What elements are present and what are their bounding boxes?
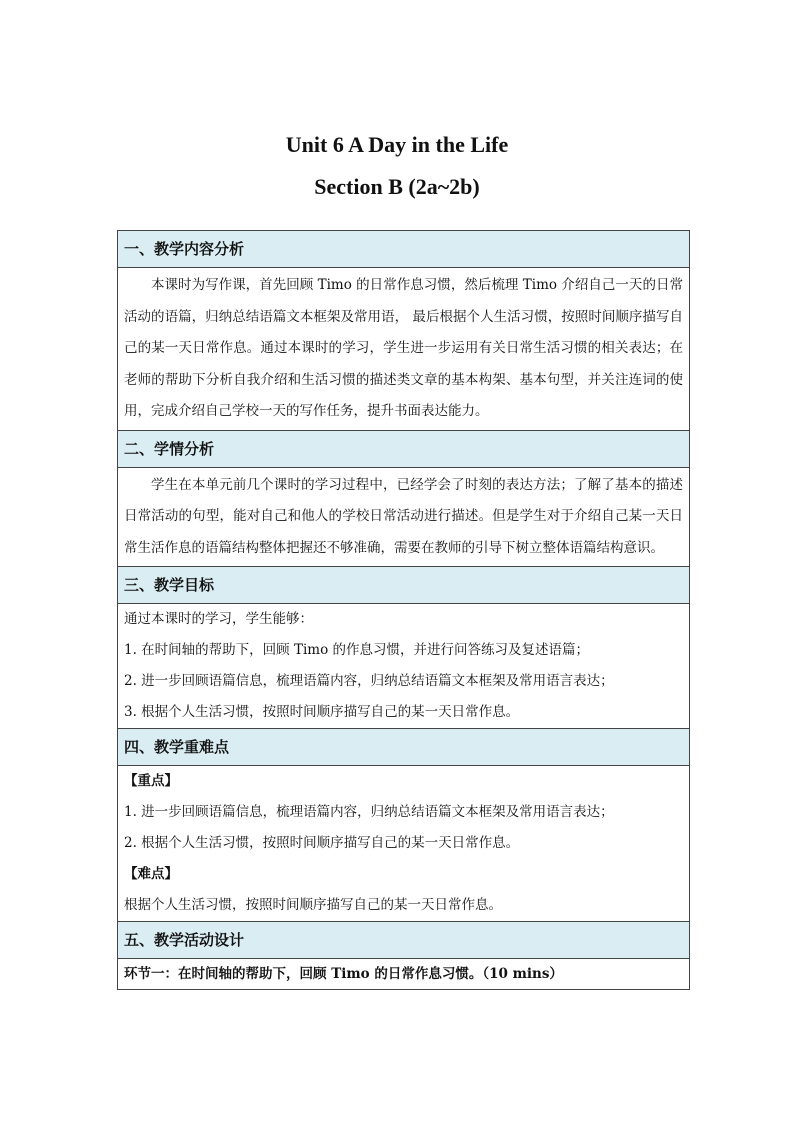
section-2-body-row: [118, 467, 690, 567]
section-2-header-row: [118, 430, 690, 467]
section-3-heading: 三、教学目标: [118, 567, 690, 604]
section-1-header-row: [118, 231, 690, 268]
activity-step-1: 环节一：在时间轴的帮助下，回顾 Timo 的日常作息习惯。（10 mins）: [118, 959, 690, 990]
objective-item-2: 2. 进一步回顾语篇信息，梳理语篇内容，归纳总结语篇文本框架及常用语言表达；: [124, 673, 614, 689]
section-2-paragraph: 学生在本单元前几个课时的学习过程中，已经学会了时刻的表达方法；了解了基本的描述日常活动的句型，能对自己和他人的学校日常活动进行描述。但是学生对于介绍自己某一天日常生活作息的语篇结构整体把握还不够准确，需要在教师的引导下树立整体语篇结构意识。: [124, 476, 683, 556]
section-3-body-row: [118, 604, 690, 729]
document-title: Unit 6 A Day in the Life: [285, 132, 509, 157]
section-3-header-row: [118, 567, 690, 604]
key-point-item-1: 1. 进一步回顾语篇信息，梳理语篇内容，归纳总结语篇文本框架及常用语言表达；: [124, 804, 614, 820]
section-5-header-row: [118, 922, 690, 959]
objective-item-3: 3. 根据个人生活习惯，按照时间顺序描写自己的某一天日常作息。: [124, 704, 520, 720]
lesson-plan-table: [117, 230, 690, 990]
section-4-body-row: [118, 766, 690, 922]
section-1-body-row: [118, 268, 690, 431]
document-subtitle: Section B (2a~2b): [314, 174, 480, 199]
section-4-heading: 四、教学重难点: [118, 729, 690, 766]
section-2-heading: 二、学情分析: [118, 430, 690, 467]
section-1-heading: 一、教学内容分析: [118, 231, 690, 268]
section-4-header-row: [118, 729, 690, 766]
section-5-heading: 五、教学活动设计: [118, 922, 690, 959]
objective-item-1: 1. 在时间轴的帮助下，回顾 Timo 的作息习惯，并进行问答练习及复述语篇；: [124, 642, 590, 658]
key-point-item-2: 2. 根据个人生活习惯，按照时间顺序描写自己的某一天日常作息。: [124, 835, 520, 851]
objectives-intro: 通过本课时的学习，学生能够：: [124, 611, 313, 627]
section-5-step-row: [118, 959, 690, 990]
difficult-point-item: 根据个人生活习惯，按照时间顺序描写自己的某一天日常作息。: [124, 897, 502, 913]
section-1-paragraph: 本课时为写作课，首先回顾 Timo 的日常作息习惯，然后梳理 Timo 介绍自己一天的日常活动的语篇，归纳总结语篇文本框架及常用语， 最后根据个人生活习惯，按照时间顺序描写自己的某一天日常作息。通过本课时的学习，学生进一步运用有关日常生活习惯的相关表达；在老师的帮助下分析自我介绍和生活习惯的描述类文章的基本构架、基本句型，并关注连词的使用，完成介绍自己学校一天的写作任务，提升书面表达能力。: [124, 277, 683, 419]
key-points-label: 【重点】: [124, 773, 178, 789]
difficult-points-label: 【难点】: [124, 866, 178, 882]
